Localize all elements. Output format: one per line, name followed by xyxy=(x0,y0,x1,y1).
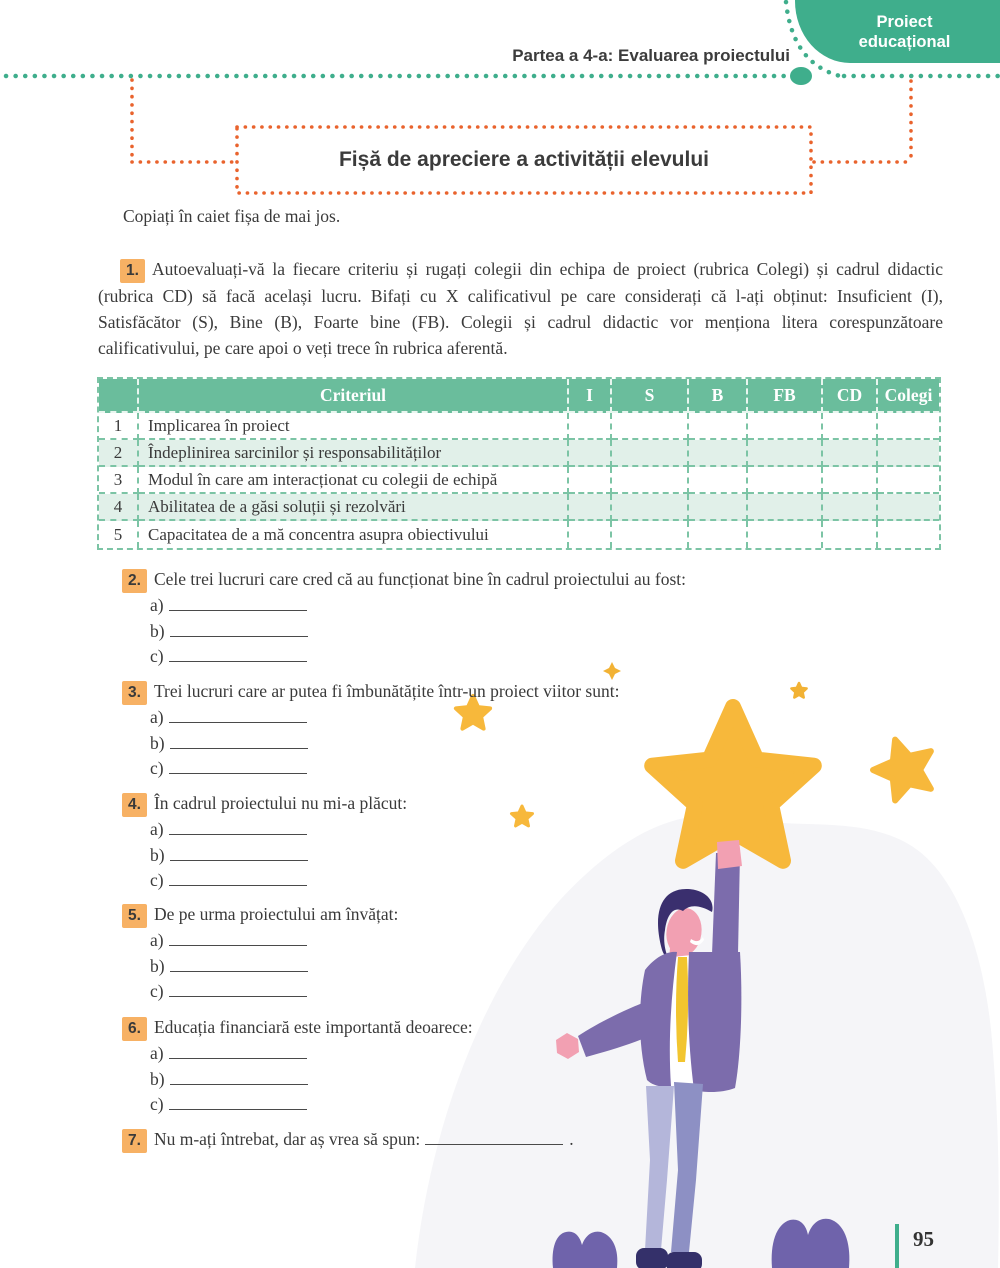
row-number: 5 xyxy=(99,521,139,548)
empty-cell xyxy=(878,521,939,548)
row-criterion: Îndeplinirea sarcinilor și responsabilităților xyxy=(139,440,569,467)
blank-label: c) xyxy=(150,981,164,1001)
blank-underline xyxy=(169,1096,307,1110)
row-criterion: Implicarea în proiect xyxy=(139,413,569,440)
empty-cell xyxy=(748,440,823,467)
blank-label: b) xyxy=(150,732,165,753)
person-shoe xyxy=(636,1248,668,1268)
blank-underline xyxy=(170,847,308,861)
answer-blank-b xyxy=(122,731,822,757)
empty-cell xyxy=(612,521,689,548)
blank-underline xyxy=(170,958,308,972)
page-number-bar xyxy=(895,1224,899,1268)
empty-cell xyxy=(569,521,612,548)
blank-underline xyxy=(169,1045,307,1059)
empty-cell xyxy=(748,467,823,494)
empty-cell xyxy=(823,413,878,440)
blank-label: c) xyxy=(150,646,164,666)
empty-cell xyxy=(689,521,748,548)
blank-label: a) xyxy=(150,707,164,727)
corner-badge-line1: Proiect xyxy=(876,12,933,31)
table-header-colegi: Colegi xyxy=(878,379,939,413)
answer-blank-b xyxy=(122,954,822,980)
corner-badge-line2: educațional xyxy=(858,32,951,51)
question-text: De pe urma proiectului am învățat: xyxy=(153,904,399,924)
empty-cell xyxy=(878,467,939,494)
answer-blank-a xyxy=(122,593,822,619)
question-number-badge: 5. xyxy=(122,904,147,928)
question-3 xyxy=(122,678,822,782)
question-number-badge: 3. xyxy=(122,681,147,705)
question-number-badge: 2. xyxy=(122,569,147,593)
table-header-cd: CD xyxy=(823,379,878,413)
answer-blank-b xyxy=(122,619,822,645)
table-header-i: I xyxy=(569,379,612,413)
blank-label: b) xyxy=(150,955,165,976)
question-text: Nu m-ați întrebat, dar aș vrea să spun: xyxy=(153,1129,421,1149)
row-number: 3 xyxy=(99,467,139,494)
answer-blank-a xyxy=(122,705,822,731)
task-1-text: Autoevaluați-vă la fiecare criteriu și rugați colegii din echipa de proiect (rubrica Colegi) și cadrul didactic (rubrica CD) să facă același lucru. Bifați cu X calificativul pe care considerați că l-ați obținut: Insuficient (I), Satisfăcător (S), Bine (B), Foarte bine (FB). Colegii și cadrul didactic vor menționa litera corespunzătoare calificativului, pe care apoi o veți trece în rubrica aferentă. xyxy=(98,259,943,358)
empty-cell xyxy=(569,467,612,494)
section-header-label: Partea a 4-a: Evaluarea proiectului xyxy=(512,46,790,65)
answer-blank-b xyxy=(122,843,822,869)
empty-cell xyxy=(823,521,878,548)
blank-underline xyxy=(169,760,307,774)
question-number-badge: 4. xyxy=(122,793,147,817)
answer-blank-b xyxy=(122,1067,822,1093)
table-header-empty xyxy=(99,379,139,413)
answer-blank-c xyxy=(122,868,822,894)
question-number-badge: 6. xyxy=(122,1017,147,1041)
empty-cell xyxy=(689,467,748,494)
empty-cell xyxy=(612,440,689,467)
question-number-badge: 7. xyxy=(122,1129,147,1153)
empty-cell xyxy=(689,440,748,467)
empty-cell xyxy=(569,494,612,521)
table-header-criterion: Criteriul xyxy=(139,379,569,413)
empty-cell xyxy=(689,413,748,440)
question-text: Educația financiară este importantă deoarece: xyxy=(153,1017,473,1037)
blank-underline xyxy=(169,983,307,997)
row-number: 4 xyxy=(99,494,139,521)
answer-blank-c xyxy=(122,644,822,670)
answer-blank-c xyxy=(122,1092,822,1118)
row-criterion: Abilitatea de a găsi soluții și rezolvări xyxy=(139,494,569,521)
blank-label: b) xyxy=(150,620,165,641)
empty-cell xyxy=(569,440,612,467)
blank-label: a) xyxy=(150,595,164,615)
empty-cell xyxy=(689,494,748,521)
blank-label: c) xyxy=(150,870,164,890)
corner-badge xyxy=(795,0,1000,63)
empty-cell xyxy=(612,413,689,440)
question-5 xyxy=(122,901,822,1005)
row-number: 1 xyxy=(99,413,139,440)
answer-blank-c xyxy=(122,979,822,1005)
blank-label: a) xyxy=(150,930,164,950)
question-suffix: . xyxy=(569,1129,574,1149)
question-text: Trei lucruri care ar putea fi îmbunătățite într-un proiect viitor sunt: xyxy=(153,681,620,701)
empty-cell xyxy=(878,494,939,521)
page-title: Fișă de apreciere a activității elevului xyxy=(338,148,709,171)
blank-label: b) xyxy=(150,844,165,865)
row-criterion: Modul în care am interacționat cu colegii de echipă xyxy=(139,467,569,494)
table-header-fb: FB xyxy=(748,379,823,413)
page-number: 95 xyxy=(913,1227,934,1251)
empty-cell xyxy=(823,494,878,521)
blank-underline xyxy=(169,648,307,662)
evaluation-table xyxy=(97,377,941,550)
blank-label: b) xyxy=(150,1068,165,1089)
blank-underline xyxy=(169,709,307,723)
blank-underline xyxy=(169,821,307,835)
question-text: În cadrul proiectului nu mi-a plăcut: xyxy=(153,793,408,813)
question-7 xyxy=(122,1126,822,1153)
question-6 xyxy=(122,1014,822,1118)
empty-cell xyxy=(748,494,823,521)
star-icon xyxy=(866,730,942,804)
blank-underline xyxy=(169,872,307,886)
answer-blank-c xyxy=(122,756,822,782)
empty-cell xyxy=(823,467,878,494)
blank-underline xyxy=(425,1131,563,1145)
answer-blank-a xyxy=(122,817,822,843)
blank-label: c) xyxy=(150,1094,164,1114)
blank-underline xyxy=(170,623,308,637)
blank-underline xyxy=(169,597,307,611)
task-number-badge: 1. xyxy=(120,259,145,283)
empty-cell xyxy=(612,467,689,494)
table-header-b: B xyxy=(689,379,748,413)
blank-label: a) xyxy=(150,819,164,839)
answer-blank-a xyxy=(122,1041,822,1067)
blank-underline xyxy=(170,1071,308,1085)
blank-underline xyxy=(170,735,308,749)
blank-underline xyxy=(169,932,307,946)
table-header-s: S xyxy=(612,379,689,413)
empty-cell xyxy=(878,440,939,467)
row-number: 2 xyxy=(99,440,139,467)
question-4 xyxy=(122,790,822,894)
task-1-paragraph xyxy=(98,256,943,361)
blank-label: c) xyxy=(150,758,164,778)
person-shoe xyxy=(666,1252,702,1268)
answer-blank-a xyxy=(122,928,822,954)
question-text: Cele trei lucruri care cred că au funcționat bine în cadrul proiectului au fost: xyxy=(153,569,686,589)
empty-cell xyxy=(748,521,823,548)
intro-text: Copiați în caiet fișa de mai jos. xyxy=(123,206,341,226)
question-2 xyxy=(122,566,822,670)
empty-cell xyxy=(878,413,939,440)
empty-cell xyxy=(748,413,823,440)
row-criterion: Capacitatea de a mă concentra asupra obiectivului xyxy=(139,521,569,548)
empty-cell xyxy=(823,440,878,467)
blank-label: a) xyxy=(150,1043,164,1063)
empty-cell xyxy=(612,494,689,521)
empty-cell xyxy=(569,413,612,440)
